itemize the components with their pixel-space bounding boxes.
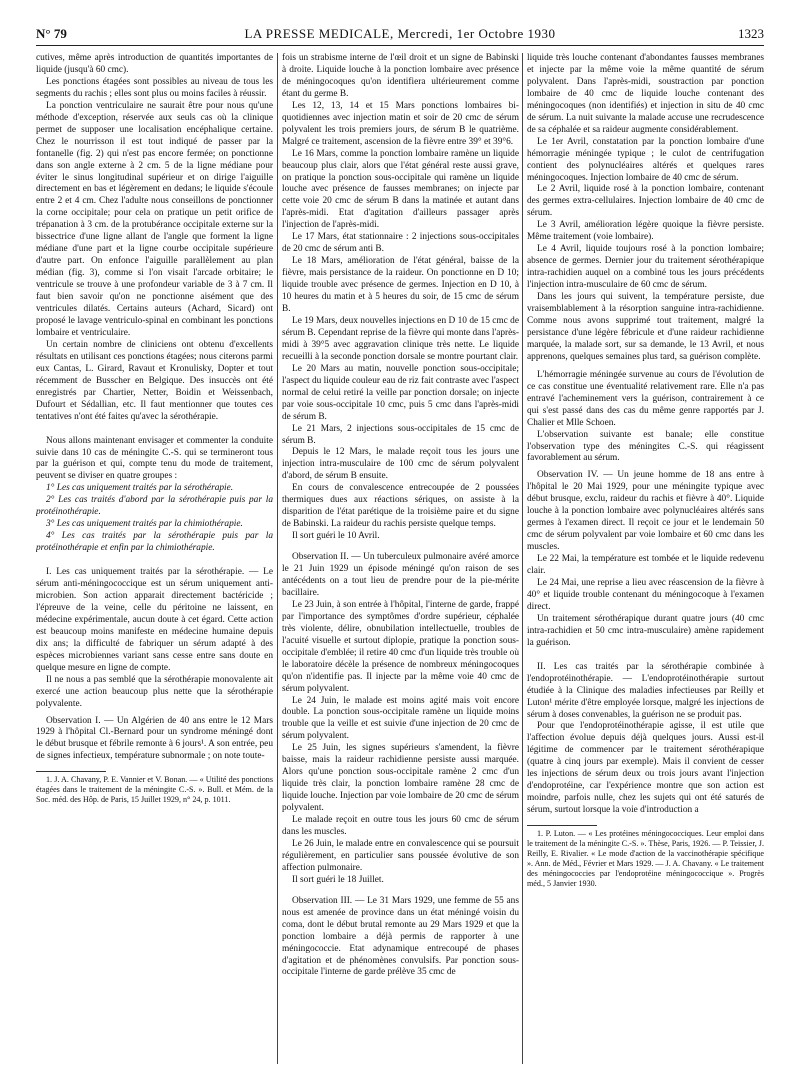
paragraph: Le 4 Avril, liquide toujours rosé à la ponction lombaire; absence de germes. Dernier jour du traitement sérothérapique intra-rachidien auquel on a combiné tous les jours précédents l'injection intra-musculaire de 60 cmc de sérum. bbox=[527, 244, 764, 291]
journal-title: LA PRESSE MEDICALE, Mercredi, 1er Octobre 1930 bbox=[244, 26, 556, 41]
paragraph: Le 24 Mai, une reprise a lieu avec réascension de la fièvre à 40° et liquide trouble contenant du méningocoque à l'examen direct. bbox=[527, 577, 764, 612]
page-number: 1323 bbox=[738, 26, 764, 41]
paragraph: Depuis le 12 Mars, le malade reçoit tous les jours une injection intra-musculaire de 100 cmc de sérum polyvalent d'abord, de sérum B ensuite. bbox=[282, 447, 519, 482]
list-item: 2° Les cas traités d'abord par la sérothérapie puis par la protéinothérapie. bbox=[36, 495, 273, 518]
column-1 bbox=[36, 53, 273, 1064]
paragraph: liquide très louche contenant d'abondantes fausses membranes et injecte par la même voie la même quantité de sérum polyvalent. Dans l'après-midi, soustraction par ponction lombaire de 40 cmc de liquide louche contenant des méningocoques (non identifiés) et injection in situ de 40 cmc de sérum. La nuit suivante la malade accuse une recrudescence de sa céphalée et sa raideur augmente considérablement. bbox=[527, 53, 764, 135]
paragraph: Le 20 Mars au matin, nouvelle ponction sous-occipitale; l'aspect du liquide couleur eau de riz fait contraste avec l'aspect normal de celui retiré la veille par ponction dorsale; on injecte par voie sous-occipitale 10 cmc, puis 5 cmc dans l'après-midi de sérum B. bbox=[282, 363, 519, 422]
paragraph: La ponction ventriculaire ne saurait être pour nous qu'une méthode d'exception, réservée aux seuls cas où la clinique permet de supposer une localisation encéphalique certaine. Chez le nourrisson il est tout indiqué de passer par la fontanelle (fig. 2) qui n'est pas encore fermée; on ponctionne dans son angle externe à 2 cm. 5 de la ligne médiane pour éviter le sinus longitudinal supérieur et on dirige l'aiguille directement en bas et légèrement en dedans; le liquide s'écoule entre 2 et 4 cm. Chez l'adulte nous conseillons de ponctionner la corne occipitale; pour cela on pratique un petit orifice de trépanation à 3 cm. de la protubérance occipitale externe sur la bissectrice d'une ligne allant de l'angle que forment la ligne médiane d'une part et la ligne courbe occipitale supérieure d'autre part. On enfonce l'aiguille parallèlement au plan médian (fig. 3), comme si l'on visait l'arcade orbitaire; le ventricule se trouve à une profondeur variable de 3 à 7 cm. Il faut bien savoir qu'on ne ponctionne aisément que des ventricules dilatés. Certains auteurs (Achard, Sicard) ont proposé le lavage ventriculo-spinal en combinant les ponctions lombaire et ventriculaire. bbox=[36, 100, 273, 338]
header-rule bbox=[36, 45, 764, 46]
paragraph: Le 18 Mars, amélioration de l'état général, baisse de la fièvre, mais persistance de la raideur. On ponctionne en D 10; liquide trouble avec présence de germes. Injection en D 10, à 10 heures du matin et à 5 heures du soir, de 15 cmc de sérum B. bbox=[282, 256, 519, 315]
paragraph: Le 16 Mars, comme la ponction lombaire ramène un liquide beaucoup plus clair, alors que l'état général reste aussi grave, on pratique la ponction sous-occipitale qui ramène un liquide louche avec présence de fausses membranes; on injecte par cette voie 20 cmc de sérum B dans la matinée et autant dans l'après-midi. Etat d'agitation d'ailleurs passager après l'injection de l'après-midi. bbox=[282, 148, 519, 231]
paragraph: L'hémorragie méningée survenue au cours de l'évolution de ce cas constitue une éventualité relativement rare. Elle n'a pas entravé l'acheminement vers la guérison, contrairement à ce qui s'est passé dans des cas du même genre rapportés par J. Chalier et Mlle Schoen. bbox=[527, 369, 764, 428]
observation-paragraph: Observation II. — Un tuberculeux pulmonaire avéré amorce le 21 Juin 1929 un épisode méningé qu'on raison de ses antécédents on a tout lieu de prendre pour de la pie-mérite bacillaire. bbox=[282, 552, 519, 598]
paragraph: Nous allons maintenant envisager et commenter la conduite suivie dans 10 cas de méningite C.-S. qui se termineront tous par la guérison et qui, compte tenu du mode de traitement, peuvent se diviser en quatre groupes : bbox=[36, 435, 273, 482]
paragraph: Le 24 Juin, le malade est moins agité mais voit encore double. La ponction sous-occipitale ramène un liquide moins trouble que la veille et est suivie d'une injection de 20 cmc de sérum polyvalent. bbox=[282, 695, 519, 742]
paragraph: Le 23 Juin, à son entrée à l'hôpital, l'interne de garde, frappé par l'importance des symptômes d'ordre supérieur, céphalée très violente, délire, obnubilation intellectuelle, troubles de l'acuité visuelle et surtout diplopie, pratique la ponction sous-occipitale d'emblée; il retire 40 cmc d'un liquide très trouble où le laboratoire décèle la présence de nombreux méningocoques qu'on n'identifie pas. Il injecte par la même voie 40 cmc de sérum polyvalent. bbox=[282, 599, 519, 694]
section-heading-paragraph: I. Les cas uniquement traités par la sérothérapie. — Le sérum anti-méningococcique est un sérum uniquement anti-microbien. Son action apparait directement bactéricide ; l'épreuve de la veine, celle du péritoine ne laissent, en médecine expérimentale, aucun doute à cet égard. Cette action est beaucoup moins manifeste en médecine humaine depuis dix ans; la difficulté de fabriquer un sérum adapté à des espèces microbiennes variant sans cesse entre sans doute en quelque mesure en ligne de compte. bbox=[36, 567, 273, 673]
section-heading-paragraph: II. Les cas traités par la sérothérapie combinée à l'endoprotéinothérapie. — L'endoprotéinothérapie surtout étudiée à la Clinique des maladies infectieuses par Reilly et Luton¹ mérite d'être employée lorsque, malgré les injections de sérum à doses convenables, la guérison ne se produit pas. bbox=[527, 661, 764, 720]
paragraph: Un certain nombre de cliniciens ont obtenu d'excellents résultats en utilisant ces ponctions étagées; nous citerons parmi eux Cantas, L. Girard, Ravaut et Kronulisky, Dopter et tout récemment de Busscher en Belgique. Des insuccès ont été enregistrés par Chartier, Netter, Boidin et Weissenbach, Dufourt et Sédallian, etc. Il faut mentionner que toutes ces tentatives n'ont été faites qu'avec la sérothérapie. bbox=[36, 339, 273, 422]
paragraph: Le 25 Juin, les signes supérieurs s'amendent, la fièvre baisse, mais la raideur rachidienne persiste aussi marquée. Alors qu'une ponction sous-occipitale ramène 2 cmc d'un liquide très clair, la ponction lombaire ramène 28 cmc de liquide louche. Injection par voie lombaire de 20 cmc de sérum polyvalent. bbox=[282, 743, 519, 814]
paragraph: Le 19 Mars, deux nouvelles injections en D 10 de 15 cmc de sérum B. Cependant reprise de la fièvre qui monte dans l'après-midi à 39°5 avec aggravation clinique très nette. Le liquide recueilli à la seconde ponction dorsale se montre pourtant clair. bbox=[282, 315, 519, 362]
paragraph: En cours de convalescence entrecoupée de 2 poussées thermiques dues aux réactions sériques, on assiste à la disparition de l'état parétique de la troisième paire et du signe de Babinski. La raideur du rachis persiste quelque temps. bbox=[282, 483, 519, 530]
footnote-separator bbox=[527, 825, 597, 826]
paragraph: Le 21 Mars, 2 injections sous-occipitales de 15 cmc de sérum B. bbox=[282, 423, 519, 446]
paragraph: Le 22 Mai, la température est tombée et le liquide redevenu clair. bbox=[527, 554, 764, 577]
list-item: 3° Les cas uniquement traités par la chimiothérapie. bbox=[46, 519, 243, 530]
footnote: 1. P. Luton. — « Les protéines méningococciques. Leur emploi dans le traitement de la méningite C.-S. ». Thèse, Paris, 1926. — P. Teissier, J. Reilly, E. Rivalier. « Le mode d'action de la vaccinothérapie spécifique ». Ann. de Méd., Février et Mars 1929. — J. A. Chavany. « Le traitement des méningococcies par l'endoprotéine méningococcique ». Progrès méd., 5 Janvier 1930. bbox=[527, 829, 764, 889]
paragraph: Un traitement sérothérapique durant quatre jours (40 cmc intra-rachidien et 50 cmc intra-musculaire) amène rapidement la guérison. bbox=[527, 613, 764, 648]
paragraph: Le malade reçoit en outre tous les jours 60 cmc de sérum dans les muscles. bbox=[282, 815, 519, 837]
list-item: 1° Les cas uniquement traités par la sérothérapie. bbox=[46, 483, 234, 494]
issue-number: N° 79 bbox=[36, 26, 67, 41]
paragraph: Les 12, 13, 14 et 15 Mars ponctions lombaires bi-quotidiennes avec injection matin et soir de 20 cmc de sérum polyvalent les trois premiers jours, de sérum B le quatrième. Malgré ce traitement, ascension de la fièvre entre 39° et 39°6. bbox=[282, 100, 519, 147]
observation-paragraph: Observation I. — Un Algérien de 40 ans entre le 12 Mars 1929 à l'hôpital Cl.-Bernard pour un syndrome méningé dont le début brusque et fébrile remonte à 6 jours¹. A son entrée, peu de signes infectieux, température subnormale ; on note toute- bbox=[36, 715, 273, 762]
footnote: 1. J. A. Chavany, P. E. Vannier et V. Bonan. — « Utilité des ponctions étagées dans le traitement de la méningite C.-S. ». Bull. et Mém. de la Soc. méd. des Hôp. de Paris, 15 Juillet 1929, n° 24, p. 1011. bbox=[36, 775, 273, 805]
paragraph: Le 1er Avril, constatation par la ponction lombaire d'une hémorragie méningée typique ; le culot de centrifugation contient des polynucléaires altérés et quelques rares méningocoques. Injection lombaire de 40 cmc de sérum. bbox=[527, 136, 764, 183]
paragraph: L'observation suivante est banale; elle constitue l'observation type des méningites C.-S. qui réagissent favorablement au sérum. bbox=[527, 429, 764, 464]
paragraph: Le 2 Avril, liquide rosé à la ponction lombaire, contenant des germes extra-cellulaires. Injection lombaire de 40 cmc de sérum. bbox=[527, 184, 764, 219]
footnote-separator bbox=[36, 771, 106, 772]
paragraph: Il ne nous a pas semblé que la sérothérapie monovalente ait exercé une action beaucoup plus nette que la sérothérapie polyvalente. bbox=[36, 674, 273, 709]
column-3 bbox=[527, 53, 764, 1064]
column-divider bbox=[277, 53, 278, 1064]
column-2 bbox=[282, 53, 519, 1064]
paragraph: Le 26 Juin, le malade entre en convalescence qui se poursuit régulièrement, en particulier sans poussée évolutive de son affection pulmonaire. bbox=[282, 838, 519, 873]
paragraph: Le 3 Avril, amélioration légère quoique la fièvre persiste. Même traitement (voie lombaire). bbox=[527, 220, 764, 243]
paragraph: Dans les jours qui suivent, la température persiste, due vraisemblablement à la résorption sanguine intra-rachidienne. Comme nous avons supprimé tout traitement, malgré la persistance d'une légère fébricule et d'une raideur rachidienne marquée, la malade sort, sur sa demande, le 13 Avril, et nous apprenons, quelques semaines plus tard, sa guérison complète. bbox=[527, 292, 764, 362]
paragraph: cutives, même après introduction de quantités importantes de liquide (jusqu'à 60 cmc). bbox=[36, 53, 273, 75]
column-divider bbox=[522, 53, 523, 1064]
page-header bbox=[36, 24, 764, 44]
paragraph: Le 17 Mars, état stationnaire : 2 injections sous-occipitales de 20 cmc de sérum anti B. bbox=[282, 232, 519, 255]
paragraph: Il sort guéri le 10 Avril. bbox=[292, 531, 380, 542]
paragraph: fois un strabisme interne de l'œil droit et un signe de Babinski à droite. Liquide louche à la ponction lombaire avec présence de méningocoques qu'on identifiera ultérieurement comme étant du germe B. bbox=[282, 53, 519, 99]
observation-paragraph: Observation III. — Le 31 Mars 1929, une femme de 55 ans nous est amenée de province dans un état méningé voisin du coma, dont le début brutal remonte au 29 Mars 1929 et que la ponction lombaire a déjà permis de rapporter à une méningococcie. Etat adynamique entrecoupé de phases d'agitation et de phénomènes convulsifs. Par ponction sous-occipitale l'interne de garde prélève 35 cmc de bbox=[282, 895, 519, 978]
paragraph: Pour que l'endoprotéinothérapie agisse, il est utile que l'affection évolue depuis déjà quelques jours. Aussi est-il légitime de commencer par le traitement sérothérapique (quatre à cinq jours par exemple). Mais il convient de cesser les injections de sérum deux ou trois jours avant l'injection d'endoprotéine, car l'expérience montre que son action est moindre, parfois nulle, chez les sujets qui ont été saturés de sérum, surtout lorsque la voie d'introduction a bbox=[527, 721, 764, 816]
paragraph: Il sort guéri le 18 Juillet. bbox=[292, 874, 384, 885]
paragraph: Les ponctions étagées sont possibles au niveau de tous les segments du rachis ; elles sont plus ou moins faciles à réussir. bbox=[36, 76, 273, 99]
observation-paragraph: Observation IV. — Un jeune homme de 18 ans entre à l'hôpital le 20 Mai 1929, pour une méningite typique avec début brusque, exclu, raideur du rachis et fièvre à 40°. Liquide louche à la ponction lombaire avec polynucléaires altérés sans germes à l'examen direct. Il reçoit ce jour et le lendemain 50 cmc de sérum polyvalent par voie lombaire et 60 cmc dans les muscles. bbox=[527, 470, 764, 553]
list-item: 4° Les cas traités par la sérothérapie puis par la protéinothérapie et enfin par la chimiothérapie. bbox=[36, 531, 273, 554]
